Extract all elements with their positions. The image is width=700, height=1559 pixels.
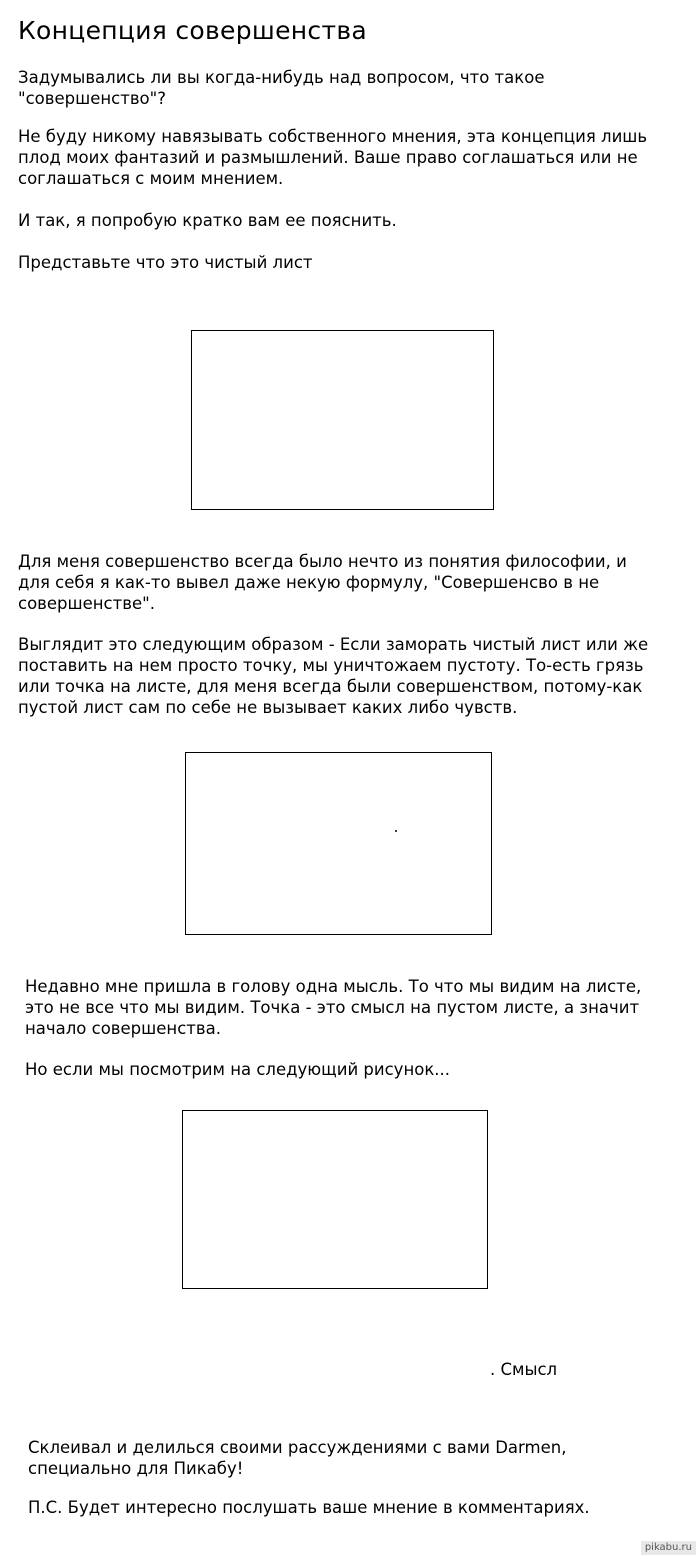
text-line: Но если мы посмотрим на следующий рисунок... (25, 1060, 451, 1079)
text-line: это не все что мы видим. Точка - это смысл на пустом листе, а значит (25, 998, 640, 1017)
text-line: Выглядит это следующим образом - Если заморать чистый лист или же (18, 635, 649, 654)
intro-paragraph (18, 67, 545, 109)
text-line: для себя я как-то вывел даже некую формулу, "Совершенсво в не (18, 573, 600, 592)
dotted-sheet-figure (185, 752, 492, 935)
text-line: плод моих фантазий и размышлений. Ваше право соглашаться или не (18, 148, 638, 167)
disclaimer-paragraph (18, 126, 647, 189)
philosophy-paragraph (18, 551, 627, 614)
text-line: начало совершенства. (25, 1019, 221, 1038)
text-line: Задумывались ли вы когда-нибудь над вопросом, что такое (18, 68, 545, 87)
text-line: Для меня совершенство всегда было нечто из понятия философии, и (18, 552, 627, 571)
text-line: Не буду никому навязывать собственного мнения, эта концепция лишь (18, 127, 648, 146)
recent-thought-paragraph (25, 976, 641, 1039)
dot-mark (395, 830, 397, 832)
text-line: П.С. Будет интересно послушать ваше мнение в комментариях. (28, 1498, 590, 1517)
text-line: или точка на листе, для меня всегда были совершенством, потому-как (18, 677, 643, 696)
text-line: "совершенство"? (18, 89, 166, 108)
text-line: Склеивал и делилься своими рассуждениями с вами Darmen, (28, 1438, 567, 1457)
text-line: пустой лист сам по себе не вызывает каких либо чувств. (18, 698, 518, 717)
text-line: И так, я попробую кратко вам ее пояснить. (18, 211, 397, 230)
empty-sheet-figure (182, 1110, 488, 1289)
looks-like-paragraph (18, 634, 648, 718)
text-line: соглашаться с моим мнением. (18, 169, 284, 188)
meaning-caption (490, 1359, 557, 1380)
text-line: поставить на нем просто точку, мы уничтожаем пустоту. То-есть грязь (18, 656, 644, 675)
text-line: Недавно мне пришла в голову одна мысль. То что мы видим на листе, (25, 977, 642, 996)
site-watermark: pikabu.ru (641, 1541, 696, 1555)
explain-paragraph (18, 210, 397, 231)
next-picture-paragraph (25, 1059, 450, 1080)
text-line: Представьте что это чистый лист (18, 253, 313, 272)
text-line: совершенстве". (18, 594, 155, 613)
text-line: . Смысл (490, 1360, 558, 1379)
ps-paragraph (28, 1497, 590, 1518)
text-line: специально для Пикабу! (28, 1459, 244, 1478)
page-title: Концепция совершенства (18, 16, 367, 45)
credits-paragraph (28, 1437, 566, 1479)
blank-sheet-figure (191, 330, 494, 510)
imagine-paragraph (18, 252, 313, 273)
